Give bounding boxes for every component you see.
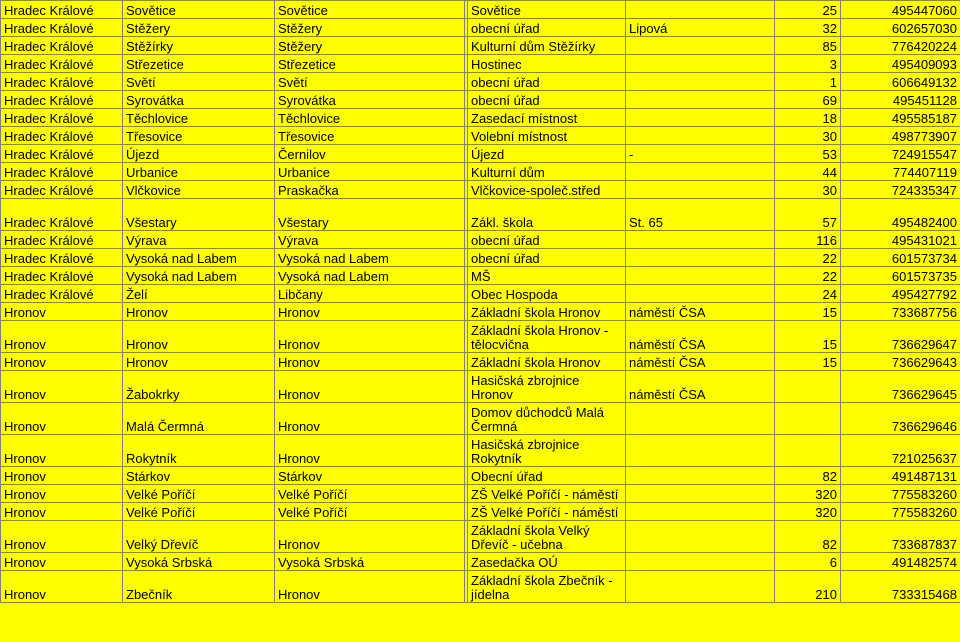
district-cell: Hronov [275,521,465,553]
region-cell: Hronov [1,371,123,403]
house-number-cell: 25 [775,1,841,19]
street-cell [626,37,775,55]
street-cell [626,55,775,73]
street-cell [626,231,775,249]
table-row [1,485,960,503]
street-cell [626,521,775,553]
street-cell: náměstí ČSA [626,303,775,321]
polling-place-cell: obecní úřad [468,19,626,37]
phone-cell: 495451128 [841,91,960,109]
district-cell: Vysoká nad Labem [275,249,465,267]
district-cell: Urbanice [275,163,465,181]
house-number-cell: 15 [775,353,841,371]
municipality-cell: Vysoká nad Labem [123,267,275,285]
district-cell: Světí [275,73,465,91]
street-cell [626,467,775,485]
table-row [1,503,960,521]
house-number-cell: 3 [775,55,841,73]
table-row [1,37,960,55]
phone-cell: 776420224 [841,37,960,55]
table-row [1,371,960,403]
phone-cell: 775583260 [841,485,960,503]
district-cell: Černilov [275,145,465,163]
municipality-cell: Rokytník [123,435,275,467]
district-cell: Stěžery [275,19,465,37]
polling-place-cell: Kulturní dům Stěžírky [468,37,626,55]
phone-cell: 601573734 [841,249,960,267]
house-number-cell: 320 [775,503,841,521]
phone-cell: 774407119 [841,163,960,181]
street-cell [626,109,775,127]
phone-cell: 495482400 [841,199,960,231]
region-cell: Hronov [1,321,123,353]
phone-cell: 736629643 [841,353,960,371]
region-cell: Hronov [1,553,123,571]
house-number-cell: 116 [775,231,841,249]
street-cell [626,553,775,571]
polling-place-cell: obecní úřad [468,73,626,91]
phone-cell: 606649132 [841,73,960,91]
phone-cell: 733687756 [841,303,960,321]
polling-place-cell: Volební místnost [468,127,626,145]
polling-place-cell: Zákl. škola [468,199,626,231]
municipality-cell: Zbečník [123,571,275,603]
house-number-cell: 44 [775,163,841,181]
table-row [1,285,960,303]
region-cell: Hradec Králové [1,109,123,127]
table-row [1,19,960,37]
table-body [1,1,960,603]
polling-place-cell: Základní škola Hronov [468,353,626,371]
table-row [1,55,960,73]
phone-cell: 775583260 [841,503,960,521]
polling-place-cell: Újezd [468,145,626,163]
region-cell: Hronov [1,467,123,485]
region-cell: Hradec Králové [1,267,123,285]
phone-cell: 495427792 [841,285,960,303]
house-number-cell [775,435,841,467]
street-cell [626,163,775,181]
district-cell: Syrovátka [275,91,465,109]
district-cell: Libčany [275,285,465,303]
municipality-cell: Všestary [123,199,275,231]
house-number-cell: 30 [775,127,841,145]
municipality-cell: Velké Poříčí [123,503,275,521]
house-number-cell: 82 [775,521,841,553]
house-number-cell: 18 [775,109,841,127]
table-row [1,467,960,485]
house-number-cell: 320 [775,485,841,503]
house-number-cell: 1 [775,73,841,91]
region-cell: Hradec Králové [1,145,123,163]
region-cell: Hradec Králové [1,127,123,145]
street-cell [626,485,775,503]
table-row [1,521,960,553]
region-cell: Hradec Králové [1,19,123,37]
table-row [1,321,960,353]
table-row [1,303,960,321]
municipality-cell: Hronov [123,303,275,321]
house-number-cell: 30 [775,181,841,199]
phone-cell: 602657030 [841,19,960,37]
street-cell [626,1,775,19]
municipality-cell: Vlčkovice [123,181,275,199]
table-row [1,231,960,249]
polling-place-cell: Základní škola Hronov - tělocvična [468,321,626,353]
district-cell: Těchlovice [275,109,465,127]
polling-place-cell: Vlčkovice-společ.střed [468,181,626,199]
municipality-cell: Těchlovice [123,109,275,127]
table-row [1,553,960,571]
street-cell [626,403,775,435]
house-number-cell: 22 [775,267,841,285]
table-row [1,199,960,231]
municipality-cell: Stárkov [123,467,275,485]
table-row [1,267,960,285]
polling-place-cell: Základní škola Zbečník - jídelna [468,571,626,603]
street-cell [626,73,775,91]
table-row [1,1,960,19]
municipality-cell: Malá Čermná [123,403,275,435]
table-row [1,571,960,603]
polling-place-cell: obecní úřad [468,249,626,267]
house-number-cell: 82 [775,467,841,485]
street-cell: náměstí ČSA [626,353,775,371]
region-cell: Hradec Králové [1,91,123,109]
municipality-cell: Velké Poříčí [123,485,275,503]
phone-cell: 491487131 [841,467,960,485]
house-number-cell: 57 [775,199,841,231]
municipality-cell: Hronov [123,321,275,353]
phone-cell: 724915547 [841,145,960,163]
phone-cell: 724335347 [841,181,960,199]
table-row [1,127,960,145]
district-cell: Velké Poříčí [275,503,465,521]
house-number-cell: 32 [775,19,841,37]
table-row [1,181,960,199]
house-number-cell [775,371,841,403]
street-cell: náměstí ČSA [626,321,775,353]
polling-place-cell: Základní škola Velký Dřevíč - učebna [468,521,626,553]
district-cell: Hronov [275,571,465,603]
polling-place-cell: Sovětice [468,1,626,19]
table-row [1,109,960,127]
region-cell: Hradec Králové [1,199,123,231]
table-row [1,249,960,267]
region-cell: Hradec Králové [1,163,123,181]
table-row [1,403,960,435]
district-cell: Výrava [275,231,465,249]
region-cell: Hradec Králové [1,181,123,199]
phone-cell: 721025637 [841,435,960,467]
house-number-cell: 69 [775,91,841,109]
district-cell: Velké Poříčí [275,485,465,503]
municipality-cell: Újezd [123,145,275,163]
phone-cell: 736629647 [841,321,960,353]
table-row [1,353,960,371]
table-row [1,163,960,181]
municipality-cell: Stěžery [123,19,275,37]
district-cell: Všestary [275,199,465,231]
street-cell [626,181,775,199]
house-number-cell: 22 [775,249,841,267]
region-cell: Hronov [1,303,123,321]
polling-place-cell: MŠ [468,267,626,285]
table-row [1,435,960,467]
region-cell: Hradec Králové [1,231,123,249]
region-cell: Hronov [1,521,123,553]
municipality-cell: Velký Dřevíč [123,521,275,553]
region-cell: Hronov [1,571,123,603]
district-cell: Hronov [275,403,465,435]
municipality-cell: Střezetice [123,55,275,73]
polling-place-cell: ZŠ Velké Poříčí - náměstí [468,485,626,503]
street-cell: Lipová [626,19,775,37]
region-cell: Hronov [1,485,123,503]
district-cell: Hronov [275,303,465,321]
region-cell: Hradec Králové [1,37,123,55]
street-cell [626,571,775,603]
district-cell: Stárkov [275,467,465,485]
district-cell: Praskačka [275,181,465,199]
polling-place-cell: Zasedací místnost [468,109,626,127]
street-cell [626,249,775,267]
region-cell: Hradec Králové [1,73,123,91]
district-cell: Vysoká Srbská [275,553,465,571]
street-cell [626,435,775,467]
region-cell: Hradec Králové [1,285,123,303]
district-cell: Hronov [275,353,465,371]
municipality-cell: Syrovátka [123,91,275,109]
region-cell: Hradec Králové [1,249,123,267]
phone-cell: 495409093 [841,55,960,73]
polling-place-cell: Kulturní dům [468,163,626,181]
district-cell: Střezetice [275,55,465,73]
phone-cell: 736629645 [841,371,960,403]
district-cell: Hronov [275,321,465,353]
polling-place-cell: Hasičská zbrojnice Hronov [468,371,626,403]
district-cell: Hronov [275,371,465,403]
phone-cell: 498773907 [841,127,960,145]
street-cell [626,127,775,145]
house-number-cell: 210 [775,571,841,603]
polling-place-cell: Hasičská zbrojnice Rokytník [468,435,626,467]
street-cell [626,267,775,285]
phone-cell: 733315468 [841,571,960,603]
street-cell: náměstí ČSA [626,371,775,403]
polling-place-cell: Obecní úřad [468,467,626,485]
municipality-cell: Stěžírky [123,37,275,55]
municipality-cell: Vysoká nad Labem [123,249,275,267]
polling-place-cell: Základní škola Hronov [468,303,626,321]
phone-cell: 733687837 [841,521,960,553]
phone-cell: 736629646 [841,403,960,435]
municipality-cell: Světí [123,73,275,91]
street-cell: St. 65 [626,199,775,231]
polling-place-cell: Obec Hospoda [468,285,626,303]
municipality-cell: Žabokrky [123,371,275,403]
phone-cell: 491482574 [841,553,960,571]
street-cell [626,503,775,521]
municipality-cell: Želí [123,285,275,303]
polling-place-cell: Domov důchodců Malá Čermná [468,403,626,435]
house-number-cell: 85 [775,37,841,55]
district-cell: Sovětice [275,1,465,19]
polling-place-cell: Hostinec [468,55,626,73]
polling-place-cell: ZŠ Velké Poříčí - náměstí [468,503,626,521]
phone-cell: 495431021 [841,231,960,249]
street-cell [626,91,775,109]
region-cell: Hradec Králové [1,55,123,73]
district-cell: Vysoká nad Labem [275,267,465,285]
table-row [1,91,960,109]
municipality-cell: Hronov [123,353,275,371]
phone-cell: 601573735 [841,267,960,285]
table-row [1,73,960,91]
table-row [1,145,960,163]
polling-place-cell: obecní úřad [468,91,626,109]
municipality-cell: Třesovice [123,127,275,145]
house-number-cell: 24 [775,285,841,303]
municipality-cell: Sovětice [123,1,275,19]
house-number-cell: 53 [775,145,841,163]
municipality-cell: Vysoká Srbská [123,553,275,571]
house-number-cell: 15 [775,303,841,321]
house-number-cell: 6 [775,553,841,571]
region-cell: Hronov [1,503,123,521]
polling-place-cell: obecní úřad [468,231,626,249]
house-number-cell: 15 [775,321,841,353]
street-cell [626,285,775,303]
municipality-cell: Výrava [123,231,275,249]
street-cell: - [626,145,775,163]
phone-cell: 495447060 [841,1,960,19]
region-cell: Hronov [1,435,123,467]
polling-place-cell: Zasedačka OÚ [468,553,626,571]
phone-cell: 495585187 [841,109,960,127]
municipality-cell: Urbanice [123,163,275,181]
district-cell: Hronov [275,435,465,467]
region-cell: Hradec Králové [1,1,123,19]
district-cell: Třesovice [275,127,465,145]
house-number-cell [775,403,841,435]
region-cell: Hronov [1,403,123,435]
district-cell: Stěžery [275,37,465,55]
region-cell: Hronov [1,353,123,371]
